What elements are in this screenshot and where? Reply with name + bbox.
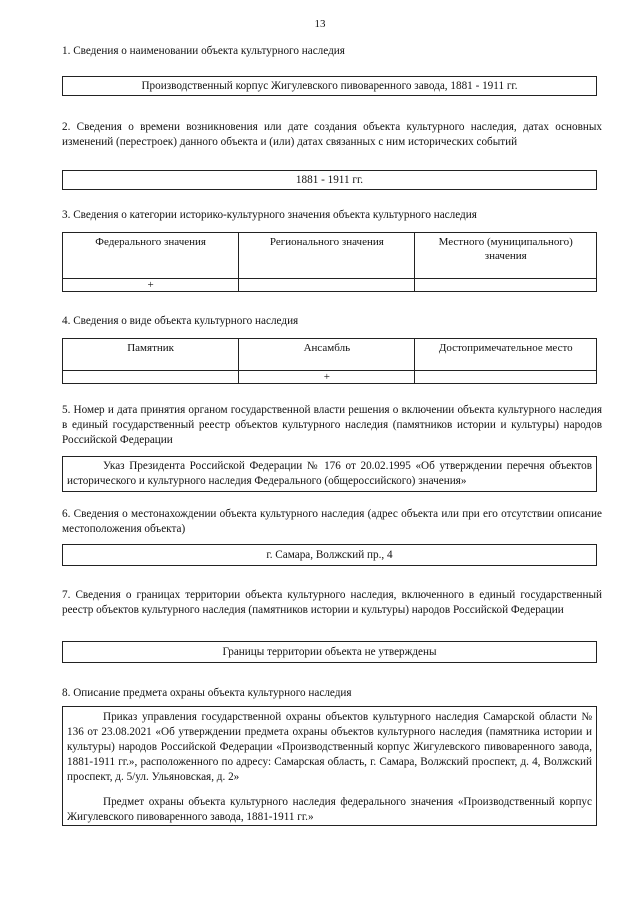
section-6-value: г. Самара, Волжский пр., 4 [266,549,393,561]
section-2-heading: 2. Сведения о времени возникновения или дате создания объекта культурного наследия, датах основных изменений (перестроек) данного объекта и (или) датах связанных с ним исторических событий [62,121,602,148]
section-6-value-box [62,544,597,566]
section-7-value-box [62,641,597,663]
type-landmark-mark [415,371,597,384]
section-4-heading: 4. Сведения о виде объекта культурного наследия [62,315,299,327]
section-7-heading: 7. Сведения о границах территории объекта культурного наследия, включенного в единый государственный реестр объектов культурного наследия (памятников истории и культуры) народов Российской Федерации [62,589,602,616]
section-8-paragraph-2: Предмет охраны объекта культурного наследия федерального значения «Производственный корпус Жигулевского пивоваренного завода, 1881-1911 гг.» [67,796,592,823]
category-regional: Регионального значения [239,233,415,279]
page-number: 13 [314,18,326,30]
section-5-value: Указ Президента Российской Федерации № 176 от 20.02.1995 «Об утверждении перечня объектов исторического и культурного наследия Федерального (общероссийского) значения» [67,460,592,487]
type-ensemble: Ансамбль [239,339,415,371]
type-monument-mark [63,371,239,384]
category-local: Местного (муниципального) значения [415,233,597,279]
category-local-mark [415,279,597,292]
section-5-value-box [62,456,597,492]
section-1-value: Производственный корпус Жигулевского пивоваренного завода, 1881 - 1911 гг. [141,80,518,92]
category-federal: Федерального значения [63,233,239,279]
type-monument: Памятник [63,339,239,371]
section-8-value-box [62,706,597,826]
type-ensemble-mark: + [239,371,415,384]
section-8-heading: 8. Описание предмета охраны объекта культурного наследия [62,687,352,699]
section-3-category-table [62,232,597,292]
section-6-heading: 6. Сведения о местонахождении объекта культурного наследия (адрес объекта или при его отсутствии описание местоположения объекта) [62,508,602,535]
section-4-type-table [62,338,597,384]
type-landmark: Достопримечательное место [415,339,597,371]
section-7-value: Границы территории объекта не утверждены [222,646,437,658]
section-8-paragraph-1: Приказ управления государственной охраны объектов культурного наследия Самарской области № 136 от 23.08.2021 «Об утверждении предмета охраны объектов культурного наследия (памятника истории и культуры) народов Российской Федерации «Производственный корпус Жигулевского пивоваренного завода, 1881-1911 гг.», расположенного по адресу: Самарская область, г. Самара, Волжский проспект, д. 4, Волжский проспект, д. 5/ул. Ульяновская, д. 2» [67,711,592,783]
section-2-value-box [62,170,597,190]
section-2-value: 1881 - 1911 гг. [295,174,364,186]
section-1-value-box [62,76,597,96]
section-3-heading: 3. Сведения о категории историко-культурного значения объекта культурного наследия [62,209,477,221]
section-1-heading: 1. Сведения о наименовании объекта культурного наследия [62,45,345,57]
category-federal-mark: + [63,279,239,292]
category-regional-mark [239,279,415,292]
section-5-heading: 5. Номер и дата принятия органом государственной власти решения о включении объекта культурного наследия в единый государственный реестр объектов культурного наследия (памятников истории и культуры) народов Российской Федерации [62,404,602,446]
